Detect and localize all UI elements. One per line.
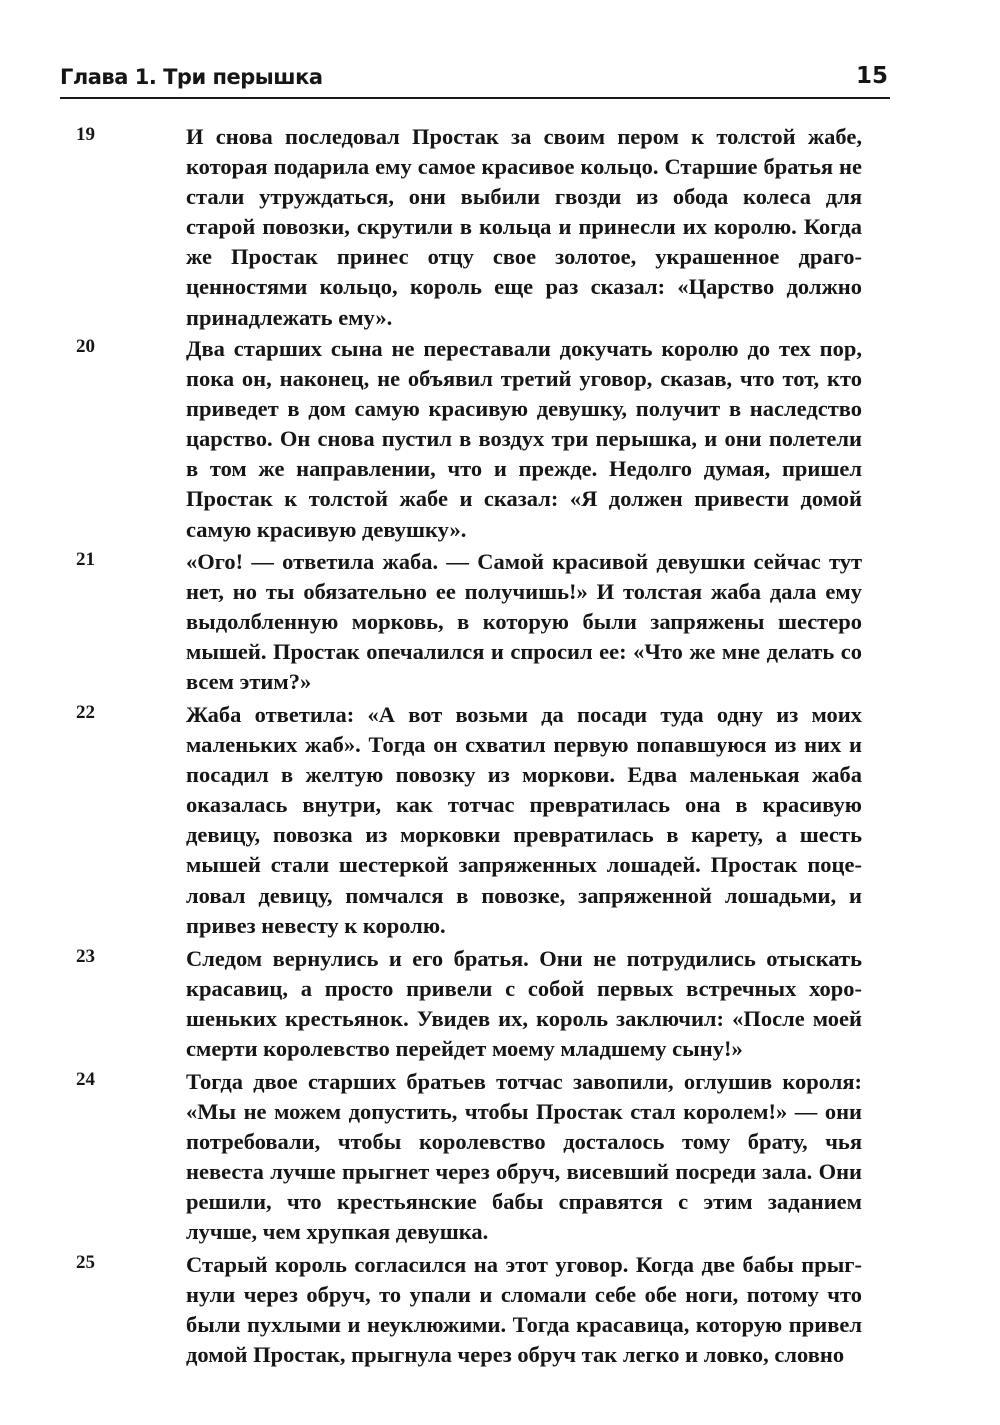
chapter-title: Глава 1. Три перышка <box>60 65 323 89</box>
paragraph-text: Два старших сына не переставали докучать королю до тех пор, пока он, наконец, не объявил третий уговор, сказав, что тот, кто приведет в дом самую красивую девушку, получит в наследство царство. Он снова пустил в воздух три перышка, и они полетели в том же направлении, что и прежде. Недолго думая, пришел Простак к толстой жабе и сказал: «Я должен привести домой самую красивую девушку». <box>186 336 862 542</box>
paragraph-text: Жаба ответила: «А вот возьми да посади туда одну из моих маленьких жаб». Тогда он схватил первую попавшуюся из них и посадил в желтую повозку из моркови. Едва маленькая жаба оказалась внутри, как тотчас превратилась она в красивую девицу, повозка из морковки превратилась в карету, а шесть мышей стали шестеркой запряженных лошадей. Простак поцеловал девицу, помчался в повозке, запряженной лошадьми, и привез невесту к королю. <box>186 702 862 938</box>
paragraph-number: 24 <box>76 1069 95 1090</box>
paragraph-number: 19 <box>76 124 95 145</box>
running-head <box>60 63 890 99</box>
paragraph-text: Следом вернулись и его братья. Они не потрудились отыскать красавиц, а просто привели с собой первых встречных хорошеньких крестьянок. Увидев их, король заключил: «После моей смерти королевство перейдет моему младшему сыну!» <box>186 946 862 1062</box>
page-number: 15 <box>855 63 888 89</box>
paragraph-text: Тогда двое старших братьев тотчас завопили, оглушив короля: «Мы не можем допустить, чтобы Простак стал королем!» — они потребовали, чтобы королевство досталось тому брату, чья невеста лучше прыгнет через обруч, висевший посреди зала. Они решили, что крестьянские бабы справятся с этим заданием лучше, чем хрупкая девушка. <box>186 1069 862 1245</box>
paragraph-number: 25 <box>76 1252 95 1273</box>
paragraph-text: Старый король согласился на этот уговор. Когда две бабы прыгнули через обруч, то упали и сломали себе обе ноги, потому что были пухлыми и неуклюжими. Тогда красавица, которую привел домой Простак, прыгнула через обруч так легко и ловко, словно <box>186 1252 862 1368</box>
paragraph-text: И снова последовал Простак за своим пером к толстой жабе, которая подарила ему самое красивое кольцо. Старшие братья не стали утруждаться, они выбили гвозди из обода колеса для старой повозки, скрутили в кольца и принесли их королю. Когда же Простак принес отцу свое золотое, украшенное драгоценностями кольцо, король еще раз сказал: «Царство должно принадлежать ему». <box>186 124 862 330</box>
paragraph-text: «Ого! — ответила жаба. — Самой красивой девушки сейчас тут нет, но ты обязательно ее получишь!» И толстая жаба дала ему выдолбленную морковь, в которую были запряжены шестеро мышей. Простак опечалился и спросил ее: «Что же мне делать со всем этим?» <box>186 549 862 695</box>
paragraph-number: 21 <box>76 549 95 570</box>
paragraph-number: 22 <box>76 702 95 723</box>
paragraph-number: 20 <box>76 336 95 357</box>
paragraph-number: 23 <box>76 946 95 967</box>
